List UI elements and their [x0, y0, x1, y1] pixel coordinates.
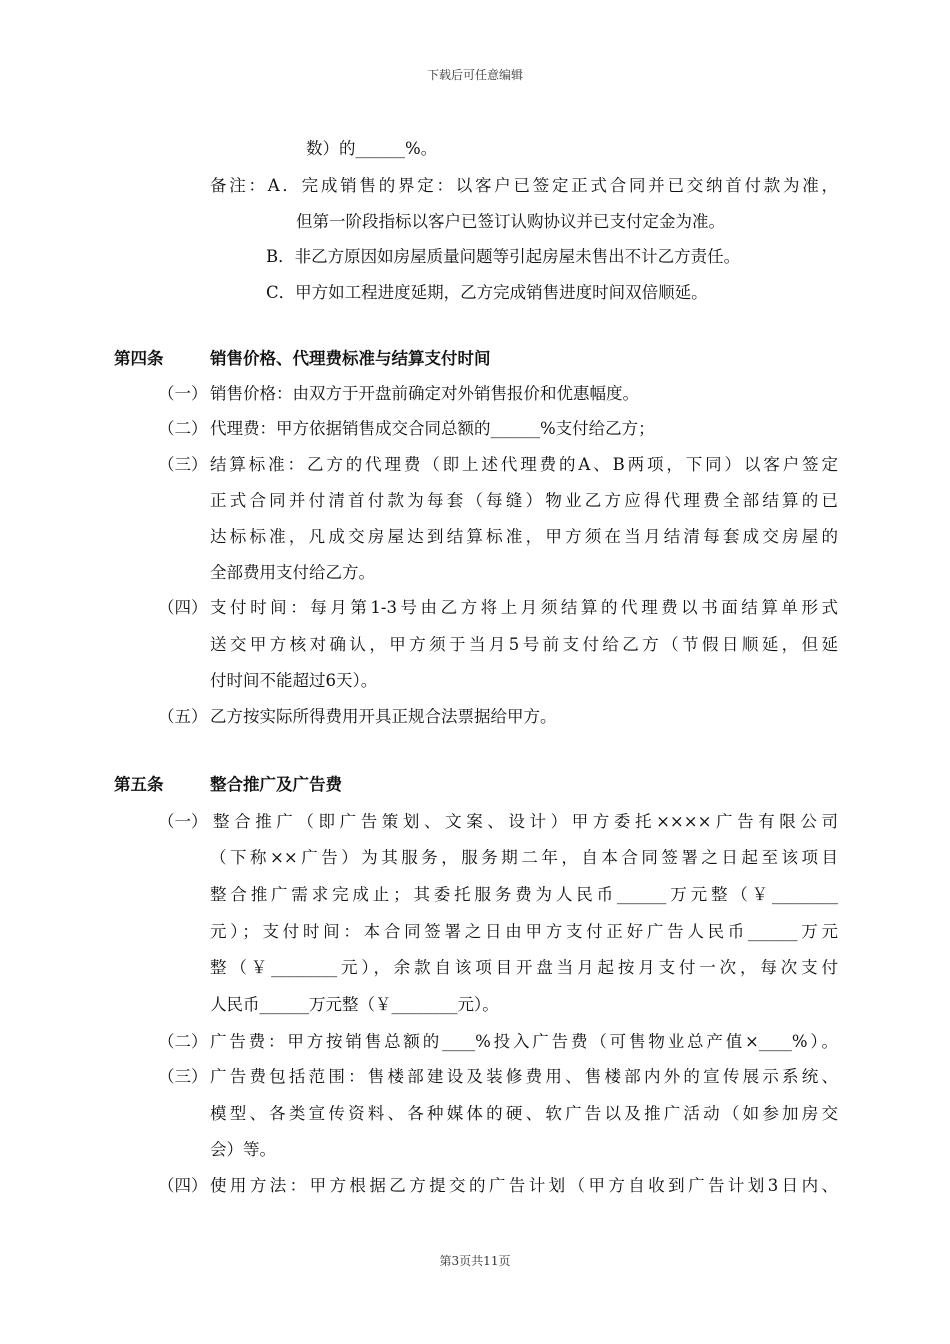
article5-heading: [114, 775, 342, 795]
item-text-continuation: （下称××广告）为其服务，服务期二年，自本合同签署之日起至该项目: [210, 848, 838, 867]
item-number: （一）: [158, 812, 208, 831]
item-text: 代理费：甲方依据销售成交合同总额的______%支付给乙方；: [210, 419, 655, 438]
article4-heading: [114, 349, 491, 369]
item-text: 广告费包括范围：售楼部建设及装修费用、售楼部内外的宣传展示系统、: [210, 1067, 838, 1086]
remark-c-line: C．甲方如工程进度延期，乙方完成销售进度时间双倍顺延。: [266, 283, 708, 302]
item-number: （三）: [158, 1067, 208, 1086]
item-text-continuation: 会）等。: [210, 1140, 276, 1159]
item-number: （五）: [158, 707, 208, 726]
item-text-continuation: 人民币______万元整（￥________元）。: [210, 995, 499, 1014]
article5-number: 第五条: [114, 775, 164, 794]
item-number: （四）: [158, 1176, 208, 1195]
item-number: （四）: [158, 598, 208, 617]
item-text: 销售价格：由双方于开盘前确定对外销售报价和优惠幅度。: [210, 384, 639, 403]
item-number: （一）: [158, 384, 208, 403]
item-text-continuation: 正式合同并付清首付款为每套（每缝）物业乙方应得代理费全部结算的已: [210, 491, 838, 510]
item-text: 乙方按实际所得费用开具正规合法票据给甲方。: [210, 707, 557, 726]
item-text-continuation: 送交甲方核对确认，甲方须于当月5号前支付给乙方（节假日顺延，但延: [210, 635, 838, 654]
remark-a-continuation: 但第一阶段指标以客户已签订认购协议并已支付定金为准。: [296, 212, 725, 231]
article4-title: 销售价格、代理费标准与结算支付时间: [210, 349, 491, 368]
page-header: 下载后可任意编辑: [426, 68, 523, 82]
remark-a-line: 备注：A．完成销售的界定：以客户已签定正式合同并已交纳首付款为准，: [210, 176, 838, 195]
article5-title: 整合推广及广告费: [210, 775, 342, 794]
page-footer: 第3页共11页: [439, 1254, 511, 1268]
item-number: （三）: [158, 455, 208, 474]
item-text-continuation: 模型、各类宣传资料、各种媒体的硬、软广告以及推广活动（如参加房交: [210, 1104, 838, 1123]
article4-number: 第四条: [114, 349, 164, 368]
item-text: 整合推广（即广告策划、文案、设计）甲方委托××××广告有限公司: [213, 812, 838, 831]
item-text-continuation: 达标标准，凡成交房屋达到结算标准，甲方须在当月结清每套成交房屋的: [210, 527, 838, 546]
text-line: 数）的______%。: [306, 139, 438, 158]
item-text: 使用方法：甲方根据乙方提交的广告计划（甲方自收到广告计划3日内、: [210, 1176, 838, 1195]
item-text: 广告费：甲方按销售总额的____%投入广告费（可售物业总产值×____%）。: [210, 1032, 838, 1051]
item-number: （二）: [158, 1032, 208, 1051]
remark-b-line: B．非乙方原因如房屋质量问题等引起房屋未售出不计乙方责任。: [266, 247, 741, 266]
item-text-continuation: 付时间不能超过6天）。: [210, 671, 378, 690]
item-text: 结算标准：乙方的代理费（即上述代理费的A、B两项，下同）以客户签定: [210, 455, 838, 474]
item-text-continuation: 全部费用支付给乙方。: [210, 563, 375, 582]
item-number: （二）: [158, 419, 208, 438]
item-text-continuation: 整（￥________元），余款自该项目开盘当月起按月支付一次，每次支付: [210, 958, 838, 977]
item-text: 支付时间：每月第1-3号由乙方将上月须结算的代理费以书面结算单形式: [210, 598, 838, 617]
item-text-continuation: 整合推广需求完成止；其委托服务费为人民币______万元整（￥________: [210, 885, 838, 904]
item-text-continuation: 元）；支付时间：本合同签署之日由甲方支付正好广告人民币______万元: [210, 922, 838, 941]
